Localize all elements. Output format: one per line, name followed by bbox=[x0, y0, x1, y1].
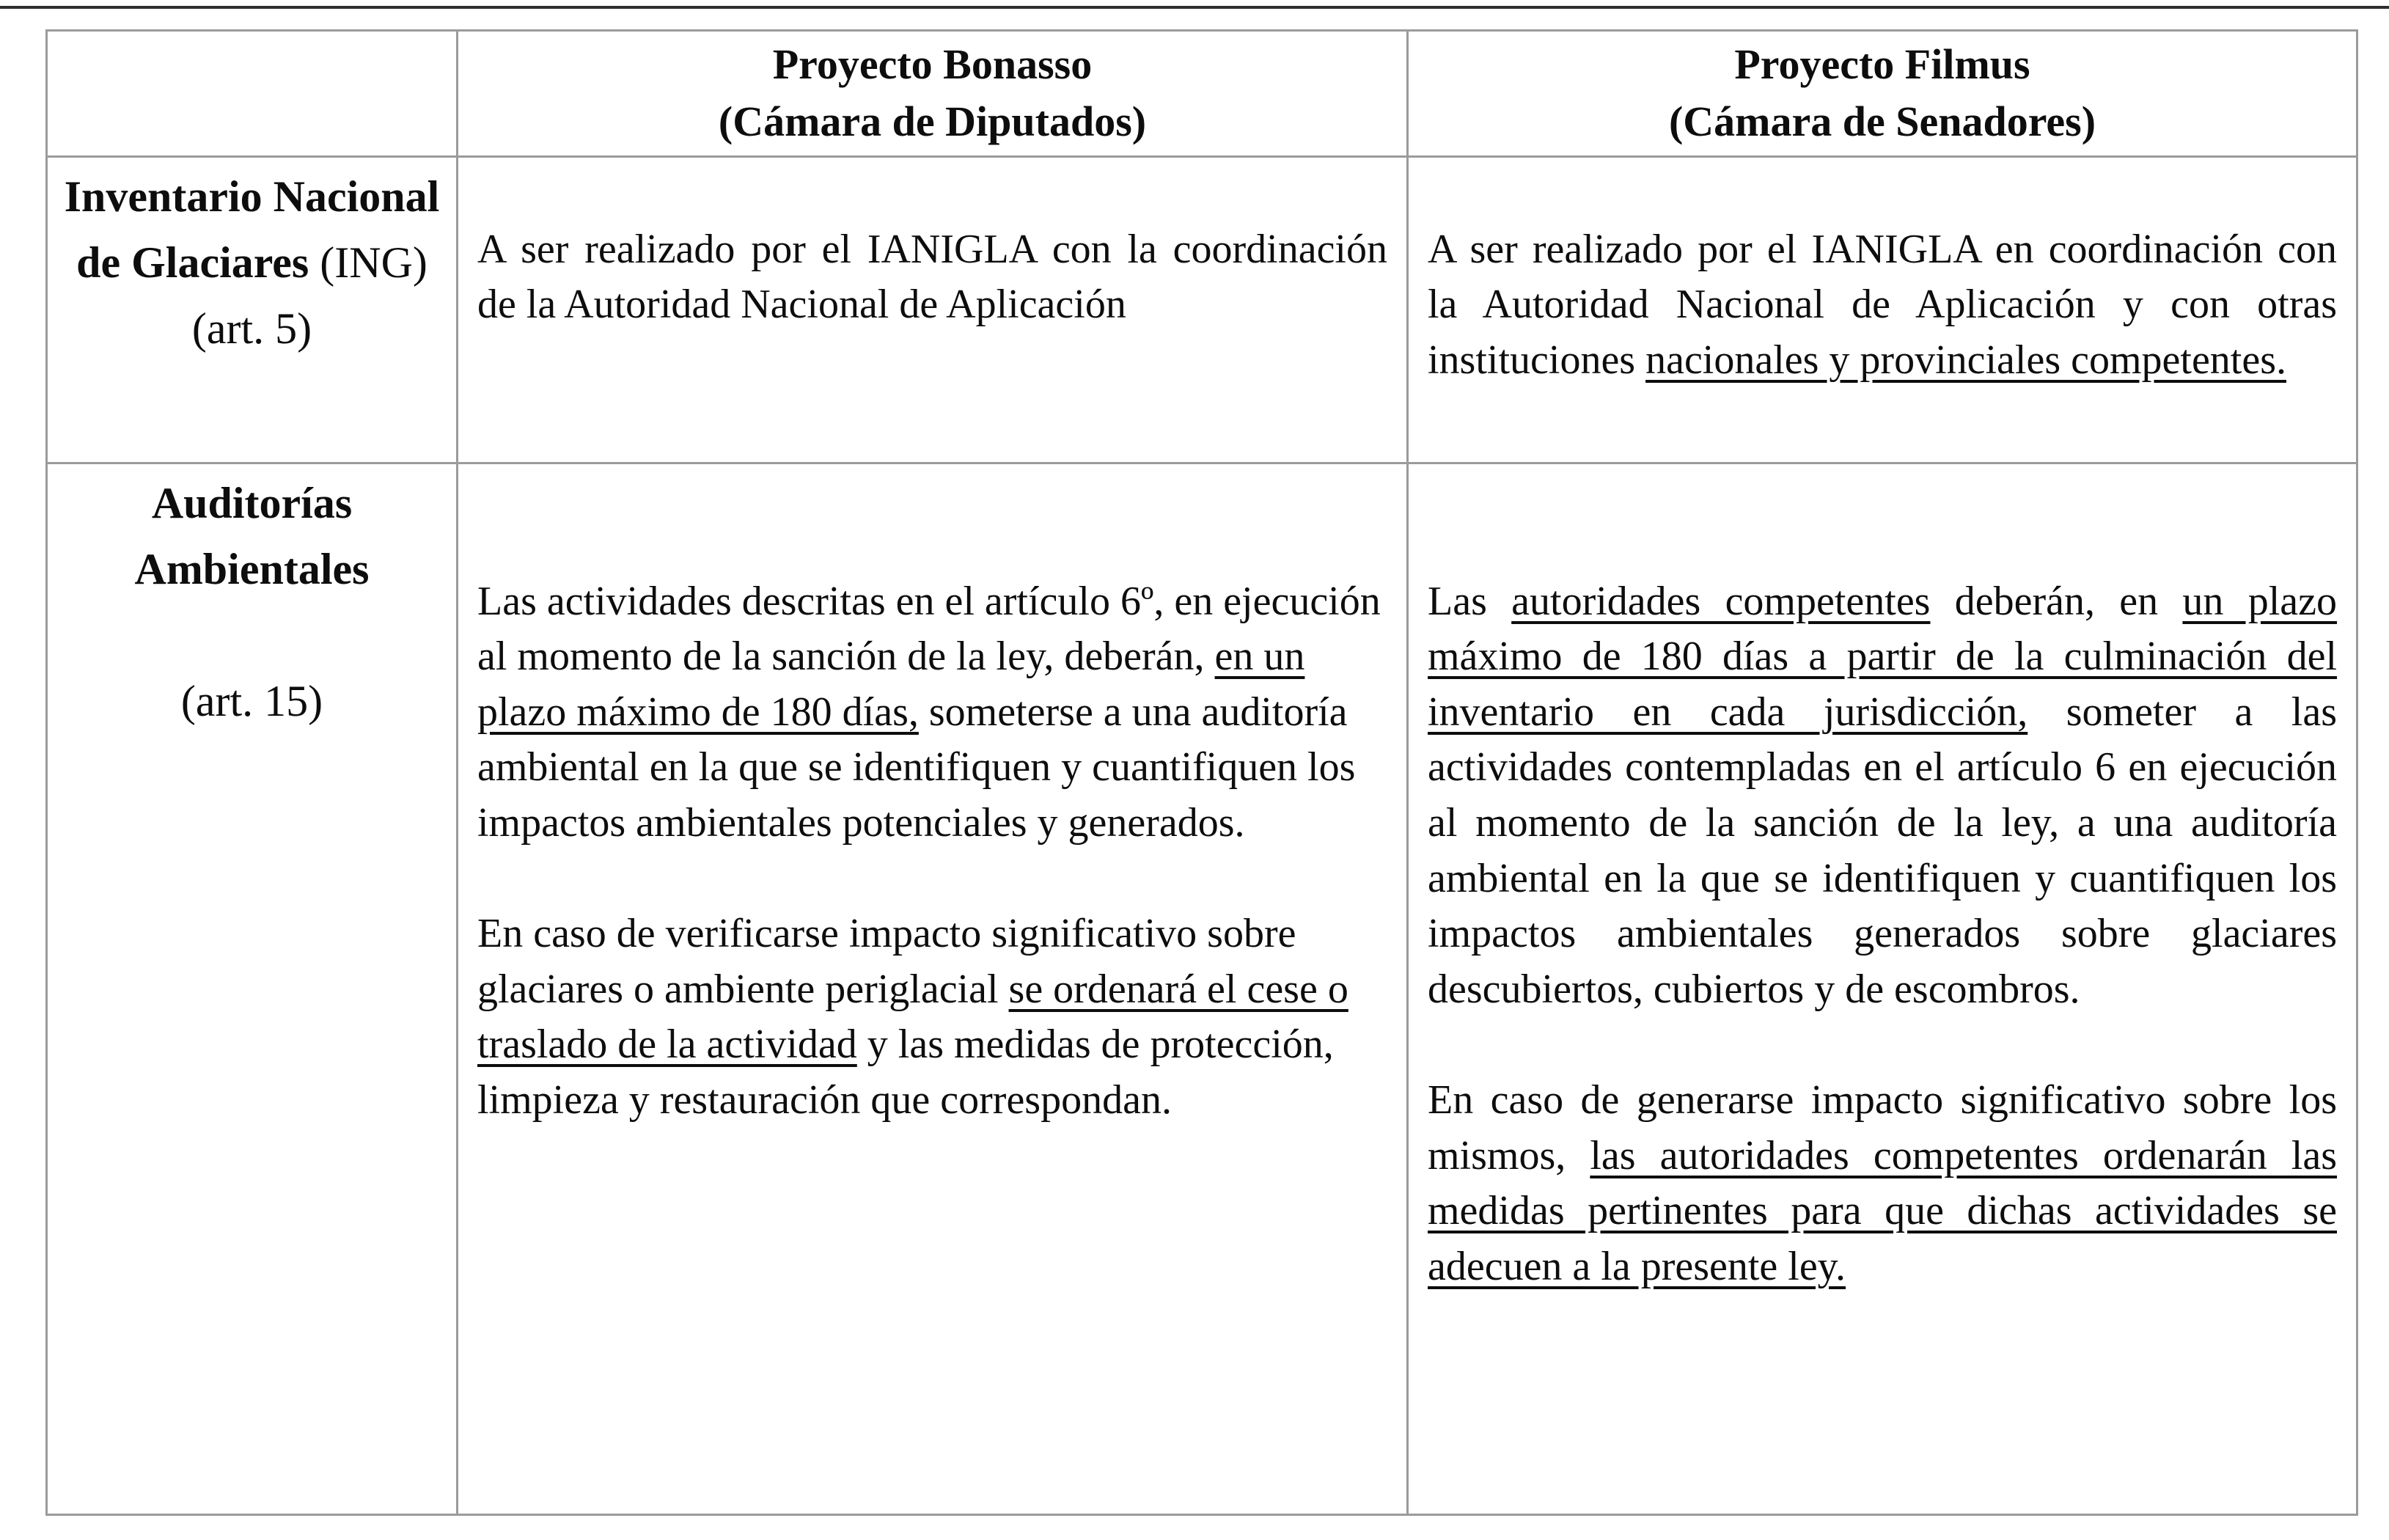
page-top-rule bbox=[0, 6, 2389, 9]
header-cell-proyecto-filmus bbox=[1408, 31, 2357, 157]
text-segment: y las medidas de protección, limpieza y restauración que correspondan. bbox=[477, 1022, 1334, 1123]
underlined-text: un plazo máximo de 180 días a partir de la culminación del inventario en cada jurisdicción, bbox=[1428, 578, 2337, 735]
text-segment: someterse a una auditoría ambiental en la que se identifiquen y cuantifiquen los impactos ambientales potenciales y generados. bbox=[477, 689, 1356, 846]
text-segment: A ser realizado por el IANIGLA con la coordinación de la Autoridad Nacional de Aplicación bbox=[477, 226, 1387, 328]
cell-auditorias-bonasso bbox=[458, 463, 1408, 1514]
text-segment: someter a las actividades contempladas en el artículo 6 en ejecución al momento de la sanción de la ley, a una auditoría ambiental en la que se identifiquen y cuantifiquen los impactos ambientales generados sobre glaciares descubiertos, cubiertos y de escombros. bbox=[1428, 689, 2337, 1012]
table-header-row bbox=[47, 31, 2357, 157]
text-segment: Las actividades descritas en el artículo 6º, en ejecución al momento de la sanción de la ley, deberán, bbox=[477, 578, 1381, 680]
text-segment: (art. 5) bbox=[191, 304, 312, 353]
header-cell-proyecto-bonasso bbox=[458, 31, 1408, 157]
comparison-table bbox=[45, 29, 2358, 1516]
text-segment: A ser realizado por el IANIGLA en coordinación con la Autoridad Nacional de Aplicación y con otras instituciones bbox=[1428, 226, 2337, 383]
underlined-text: las autoridades competentes ordenarán las medidas pertinentes para que dichas actividades se adecuen a la presente ley. bbox=[1428, 1132, 2338, 1289]
table-row-inventario bbox=[47, 156, 2357, 463]
text-segment: Las bbox=[1428, 578, 1512, 624]
text-segment: Proyecto Filmus bbox=[1734, 40, 2030, 88]
cell-inventario-filmus bbox=[1408, 156, 2357, 463]
header-cell-empty bbox=[47, 31, 458, 157]
text-segment: (Cámara de Diputados) bbox=[718, 98, 1147, 146]
text-segment: Auditorías Ambientales bbox=[134, 478, 370, 593]
cell-auditorias-filmus bbox=[1408, 463, 2357, 1514]
text-segment: Inventario Nacional de Glaciares bbox=[64, 172, 440, 287]
text-segment: En caso de generarse impacto significativo sobre los mismos, bbox=[1428, 1077, 2337, 1178]
underlined-text: en un plazo máximo de 180 días, bbox=[477, 634, 1305, 735]
row-label-inventario bbox=[47, 156, 458, 463]
underlined-text: nacionales y provinciales competentes. bbox=[1645, 337, 2286, 383]
cell-inventario-bonasso bbox=[458, 156, 1408, 463]
text-segment: En caso de verificarse impacto significativo sobre glaciares o ambiente periglacial bbox=[477, 911, 1296, 1012]
underlined-text: se ordenará el cese o traslado de la actividad bbox=[477, 966, 1348, 1068]
row-label-auditorias bbox=[47, 463, 458, 1514]
underlined-text: autoridades competentes bbox=[1511, 578, 1931, 624]
text-segment: Proyecto Bonasso bbox=[772, 40, 1093, 88]
text-segment: (art. 15) bbox=[180, 676, 323, 725]
text-segment: (Cámara de Senadores) bbox=[1668, 98, 2096, 146]
text-segment: deberán, en bbox=[1930, 578, 2183, 624]
text-segment: (ING) bbox=[309, 238, 427, 287]
table-row-auditorias bbox=[47, 463, 2357, 1514]
